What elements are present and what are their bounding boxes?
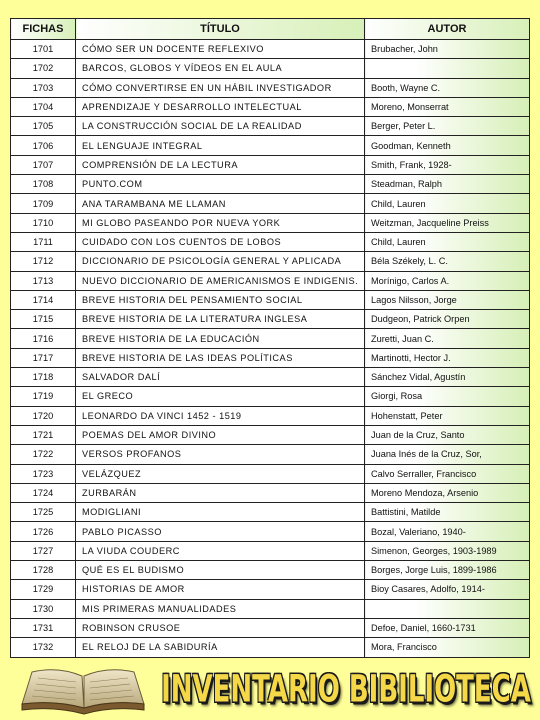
table-row bbox=[11, 464, 530, 483]
table-body bbox=[11, 40, 530, 658]
table-row bbox=[11, 117, 530, 136]
ficha-cell: 1724 bbox=[11, 483, 76, 502]
ficha-cell: 1713 bbox=[11, 271, 76, 290]
autor-cell: Bozal, Valeriano, 1940- bbox=[365, 522, 530, 541]
ficha-cell: 1701 bbox=[11, 40, 76, 59]
titulo-cell: ANA TARAMBANA ME LLAMAN bbox=[76, 194, 365, 213]
titulo-cell: APRENDIZAJE Y DESARROLLO INTELECTUAL bbox=[76, 97, 365, 116]
autor-cell: Moreno, Monserrat bbox=[365, 97, 530, 116]
ficha-cell: 1714 bbox=[11, 290, 76, 309]
table-row bbox=[11, 387, 530, 406]
ficha-cell: 1704 bbox=[11, 97, 76, 116]
ficha-cell: 1706 bbox=[11, 136, 76, 155]
titulo-cell: DICCIONARIO DE PSICOLOGÍA GENERAL Y APLICADA bbox=[76, 252, 365, 271]
titulo-cell: LA CONSTRUCCIÓN SOCIAL DE LA REALIDAD bbox=[76, 117, 365, 136]
table-row bbox=[11, 59, 530, 78]
titulo-cell: BREVE HISTORIA DEL PENSAMIENTO SOCIAL bbox=[76, 290, 365, 309]
titulo-cell: BARCOS, GLOBOS Y VÍDEOS EN EL AULA bbox=[76, 59, 365, 78]
ficha-cell: 1721 bbox=[11, 425, 76, 444]
autor-cell: Battistini, Matilde bbox=[365, 503, 530, 522]
table-row bbox=[11, 445, 530, 464]
table-header-row bbox=[11, 19, 530, 40]
ficha-cell: 1727 bbox=[11, 541, 76, 560]
autor-cell: Smith, Frank, 1928- bbox=[365, 155, 530, 174]
titulo-cell: POEMAS DEL AMOR DIVINO bbox=[76, 425, 365, 444]
autor-cell: Booth, Wayne C. bbox=[365, 78, 530, 97]
titulo-cell: NUEVO DICCIONARIO DE AMERICANISMOS E INDIGENIS. bbox=[76, 271, 365, 290]
banner-title: INVENTARIO BIBILIOTECA bbox=[161, 668, 531, 712]
autor-cell: Hohenstatt, Peter bbox=[365, 406, 530, 425]
titulo-cell: PUNTO.COM bbox=[76, 175, 365, 194]
autor-cell: Child, Lauren bbox=[365, 194, 530, 213]
titulo-cell: SALVADOR DALÍ bbox=[76, 368, 365, 387]
ficha-cell: 1712 bbox=[11, 252, 76, 271]
autor-cell: Zuretti, Juan C. bbox=[365, 329, 530, 348]
open-book-icon bbox=[18, 664, 148, 716]
titulo-cell: VELÁZQUEZ bbox=[76, 464, 365, 483]
ficha-cell: 1719 bbox=[11, 387, 76, 406]
ficha-cell: 1725 bbox=[11, 503, 76, 522]
titulo-cell: MIS PRIMERAS MANUALIDADES bbox=[76, 599, 365, 618]
autor-cell: Giorgi, Rosa bbox=[365, 387, 530, 406]
autor-cell: Berger, Peter L. bbox=[365, 117, 530, 136]
table-row bbox=[11, 252, 530, 271]
titulo-cell: HISTORIAS DE AMOR bbox=[76, 580, 365, 599]
autor-cell: Goodman, Kenneth bbox=[365, 136, 530, 155]
table-row bbox=[11, 136, 530, 155]
table-row bbox=[11, 271, 530, 290]
ficha-cell: 1705 bbox=[11, 117, 76, 136]
autor-cell bbox=[365, 59, 530, 78]
header-titulo: TÍTULO bbox=[76, 19, 365, 40]
titulo-cell: CÓMO CONVERTIRSE EN UN HÁBIL INVESTIGADOR bbox=[76, 78, 365, 97]
ficha-cell: 1718 bbox=[11, 368, 76, 387]
titulo-cell: BREVE HISTORIA DE LAS IDEAS POLÍTICAS bbox=[76, 348, 365, 367]
table-row bbox=[11, 78, 530, 97]
titulo-cell: EL GRECO bbox=[76, 387, 365, 406]
ficha-cell: 1728 bbox=[11, 561, 76, 580]
autor-cell: Simenon, Georges, 1903-1989 bbox=[365, 541, 530, 560]
table-row bbox=[11, 638, 530, 657]
autor-cell: Juan de la Cruz, Santo bbox=[365, 425, 530, 444]
table-row bbox=[11, 425, 530, 444]
autor-cell: Brubacher, John bbox=[365, 40, 530, 59]
table-row bbox=[11, 580, 530, 599]
titulo-cell: MODIGLIANI bbox=[76, 503, 365, 522]
inventory-table bbox=[10, 18, 530, 658]
table-row bbox=[11, 97, 530, 116]
titulo-cell: COMPRENSIÓN DE LA LECTURA bbox=[76, 155, 365, 174]
table-row bbox=[11, 232, 530, 251]
header-fichas: FICHAS bbox=[11, 19, 76, 40]
ficha-cell: 1717 bbox=[11, 348, 76, 367]
autor-cell: Juana Inés de la Cruz, Sor, bbox=[365, 445, 530, 464]
table-row bbox=[11, 175, 530, 194]
ficha-cell: 1729 bbox=[11, 580, 76, 599]
autor-cell: Weitzman, Jacqueline Preiss bbox=[365, 213, 530, 232]
ficha-cell: 1702 bbox=[11, 59, 76, 78]
autor-cell: Child, Lauren bbox=[365, 232, 530, 251]
autor-cell: Steadman, Ralph bbox=[365, 175, 530, 194]
table-row bbox=[11, 290, 530, 309]
autor-cell: Dudgeon, Patrick Orpen bbox=[365, 310, 530, 329]
autor-cell: Béla Székely, L. C. bbox=[365, 252, 530, 271]
header-autor: AUTOR bbox=[365, 19, 530, 40]
ficha-cell: 1730 bbox=[11, 599, 76, 618]
table-row bbox=[11, 40, 530, 59]
autor-cell: Mora, Francisco bbox=[365, 638, 530, 657]
ficha-cell: 1732 bbox=[11, 638, 76, 657]
autor-cell: Borges, Jorge Luis, 1899-1986 bbox=[365, 561, 530, 580]
table-row bbox=[11, 368, 530, 387]
autor-cell: Defoe, Daniel, 1660-1731 bbox=[365, 618, 530, 637]
table-row bbox=[11, 155, 530, 174]
table-row bbox=[11, 310, 530, 329]
ficha-cell: 1726 bbox=[11, 522, 76, 541]
autor-cell: Lagos Nilsson, Jorge bbox=[365, 290, 530, 309]
ficha-cell: 1716 bbox=[11, 329, 76, 348]
table-row bbox=[11, 503, 530, 522]
table-row bbox=[11, 483, 530, 502]
autor-cell: Moreno Mendoza, Arsenio bbox=[365, 483, 530, 502]
table-row bbox=[11, 194, 530, 213]
ficha-cell: 1722 bbox=[11, 445, 76, 464]
ficha-cell: 1711 bbox=[11, 232, 76, 251]
titulo-cell: MI GLOBO PASEANDO POR NUEVA YORK bbox=[76, 213, 365, 232]
ficha-cell: 1709 bbox=[11, 194, 76, 213]
autor-cell: Calvo Serraller, Francisco bbox=[365, 464, 530, 483]
table-row bbox=[11, 561, 530, 580]
ficha-cell: 1720 bbox=[11, 406, 76, 425]
titulo-cell: BREVE HISTORIA DE LA LITERATURA INGLESA bbox=[76, 310, 365, 329]
titulo-cell: EL RELOJ DE LA SABIDURÍA bbox=[76, 638, 365, 657]
table-row bbox=[11, 599, 530, 618]
titulo-cell: BREVE HISTORIA DE LA EDUCACIÓN bbox=[76, 329, 365, 348]
ficha-cell: 1708 bbox=[11, 175, 76, 194]
autor-cell bbox=[365, 599, 530, 618]
table-row bbox=[11, 348, 530, 367]
titulo-cell: CUIDADO CON LOS CUENTOS DE LOBOS bbox=[76, 232, 365, 251]
autor-cell: Martinotti, Hector J. bbox=[365, 348, 530, 367]
titulo-cell: ROBINSON CRUSOE bbox=[76, 618, 365, 637]
titulo-cell: LA VIUDA COUDERC bbox=[76, 541, 365, 560]
inventory-banner bbox=[160, 662, 532, 718]
ficha-cell: 1710 bbox=[11, 213, 76, 232]
titulo-cell: ZURBARÁN bbox=[76, 483, 365, 502]
ficha-cell: 1731 bbox=[11, 618, 76, 637]
ficha-cell: 1707 bbox=[11, 155, 76, 174]
ficha-cell: 1703 bbox=[11, 78, 76, 97]
autor-cell: Morínigo, Carlos A. bbox=[365, 271, 530, 290]
table-row bbox=[11, 522, 530, 541]
titulo-cell: LEONARDO DA VINCI 1452 - 1519 bbox=[76, 406, 365, 425]
titulo-cell: VERSOS PROFANOS bbox=[76, 445, 365, 464]
titulo-cell: PABLO PICASSO bbox=[76, 522, 365, 541]
autor-cell: Sánchez Vidal, Agustín bbox=[365, 368, 530, 387]
table-row bbox=[11, 329, 530, 348]
table-row bbox=[11, 618, 530, 637]
ficha-cell: 1715 bbox=[11, 310, 76, 329]
titulo-cell: EL LENGUAJE INTEGRAL bbox=[76, 136, 365, 155]
titulo-cell: CÓMO SER UN DOCENTE REFLEXIVO bbox=[76, 40, 365, 59]
table-row bbox=[11, 406, 530, 425]
titulo-cell: QUÉ ES EL BUDISMO bbox=[76, 561, 365, 580]
table-row bbox=[11, 541, 530, 560]
ficha-cell: 1723 bbox=[11, 464, 76, 483]
table-row bbox=[11, 213, 530, 232]
autor-cell: Bioy Casares, Adolfo, 1914- bbox=[365, 580, 530, 599]
